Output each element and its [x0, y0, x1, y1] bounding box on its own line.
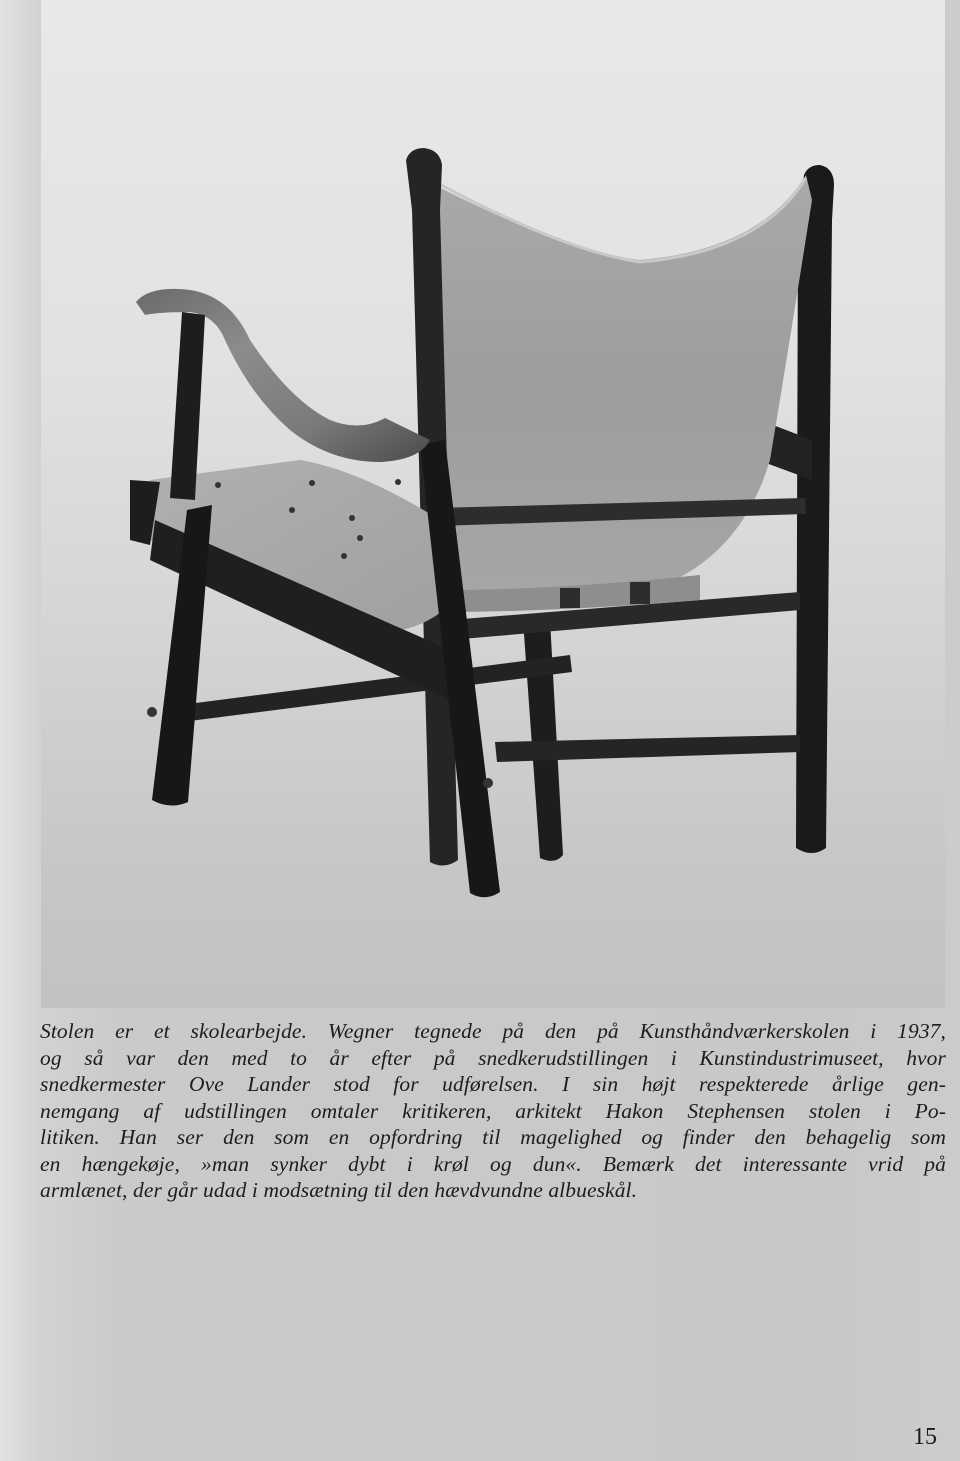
caption-line: og så var den med to år efter på snedkerudstillingen i Kunstindustrimuseet, hvor — [40, 1045, 946, 1070]
caption-line: armlænet, der går udad i modsætning til den hævdvundne albueskål. — [40, 1178, 638, 1202]
caption-line: en hængekøje, »man synker dybt i krøl og dun«. Bemærk det interessante vrid på — [40, 1151, 946, 1176]
caption-line: litiken. Han ser den som en opfordring til magelighed og finder den behagelig som — [40, 1125, 946, 1149]
chair-photograph — [41, 0, 945, 1008]
photo-caption — [40, 1018, 946, 1204]
arm-support-post — [170, 312, 205, 500]
chair-illustration — [41, 0, 945, 1008]
rear-left-leg — [523, 620, 563, 861]
caption-line: nemgang af udstillingen omtaler kritikeren, arkitekt Hakon Stephensen stolen i Po- — [40, 1098, 946, 1123]
caption-line: Stolen er et skolearbejde. Wegner tegnede på den på Kunsthåndværkerskolen i 1937, — [40, 1019, 946, 1043]
caption-line: snedkermester Ove Lander stod for udførelsen. I sin højt respekterede årlige gen- — [40, 1072, 946, 1096]
canvas-backrest — [425, 175, 812, 601]
page-number: 15 — [913, 1424, 937, 1450]
